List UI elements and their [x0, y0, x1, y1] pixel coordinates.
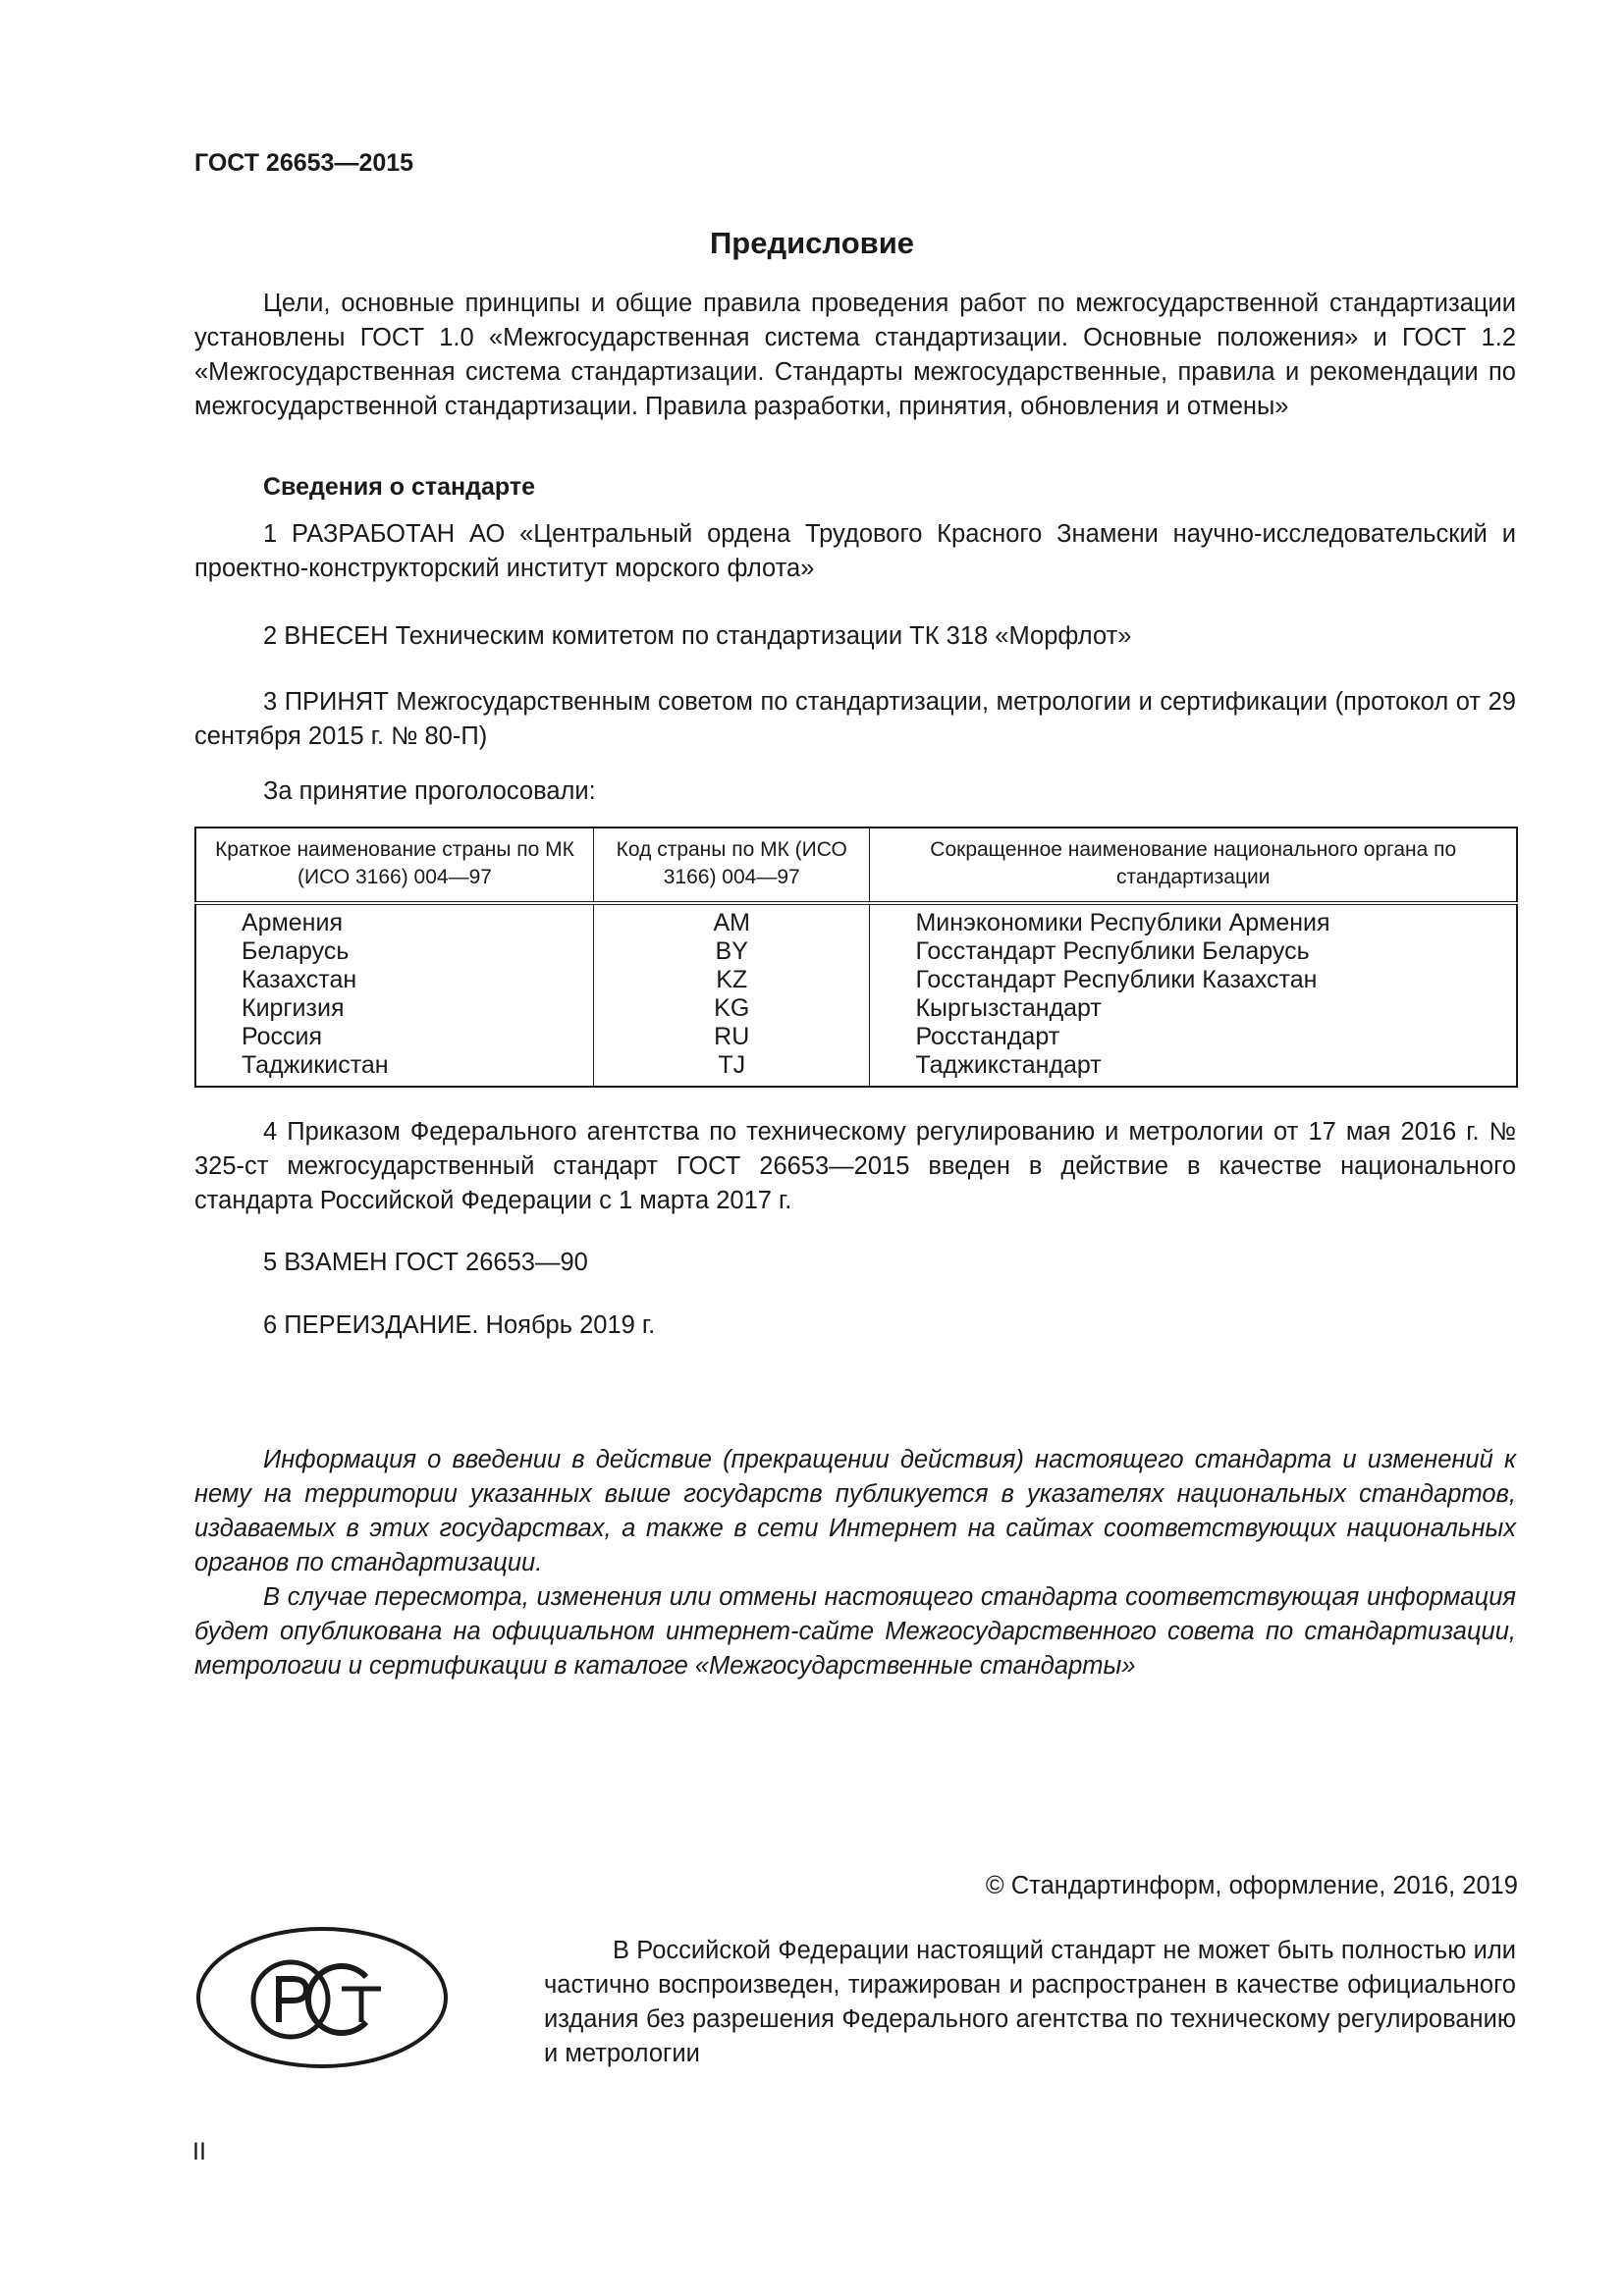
item-reissue: 6 ПЕРЕИЗДАНИЕ. Ноябрь 2019 г.	[263, 1311, 656, 1339]
country-name: Казахстан	[195, 966, 593, 994]
country-code: TJ	[593, 1051, 870, 1087]
country-name: Таджикистан	[195, 1051, 593, 1087]
standards-body: Росстандарт	[915, 1023, 1060, 1050]
table-header-row	[195, 828, 1517, 903]
table-row	[195, 1051, 1517, 1087]
table-row	[195, 903, 1517, 937]
page-title: Предисловие	[709, 226, 914, 260]
copyright-notice: © Стандартинформ, оформление, 2016, 2019	[985, 1872, 1518, 1899]
standards-body: Минэкономики Республики Армения	[915, 909, 1330, 936]
countries-table	[194, 827, 1518, 1088]
item-developed: 1 РАЗРАБОТАН АО «Центральный ордена Трудового Красного Знамени научно-исследовательский и проектно-конструкторский институт морского флота»	[194, 520, 1516, 582]
item-introduced: 2 ВНЕСЕН Техническим комитетом по стандартизации ТК 318 «Морфлот»	[263, 622, 1132, 650]
country-name: Беларусь	[195, 937, 593, 966]
page-number: II	[192, 2138, 206, 2165]
notice-paragraph-1: Информация о введении в действие (прекращении действия) настоящего стандарта и изменений к нему на территории указанных выше государств публикуется в указателях национальных стандартов, издаваемых в этих государствах, а также в сети Интернет на сайтах соответствующих национальных органов по стандартизации.	[194, 1446, 1516, 1576]
table-row	[195, 966, 1517, 994]
country-code: RU	[593, 1023, 870, 1051]
country-code: KG	[593, 994, 870, 1023]
item-replaces: 5 ВЗАМЕН ГОСТ 26653—90	[263, 1249, 588, 1276]
table-row	[195, 937, 1517, 966]
standards-body: Таджикстандарт	[915, 1051, 1102, 1079]
notice-paragraph-2: В случае пересмотра, изменения или отмены настоящего стандарта соответствующая информация будет опубликована на официальном интернет-сайте Межгосударственного совета по стандартизации, метрологии и сертификации в каталоге «Межгосударственные стандарты»	[194, 1583, 1516, 1680]
country-code: BY	[593, 937, 870, 966]
standards-body: Госстандарт Республики Казахстан	[915, 966, 1318, 993]
info-heading: Сведения о стандарте	[263, 473, 536, 501]
country-name: Россия	[195, 1023, 593, 1051]
document-code: ГОСТ 26653—2015	[194, 149, 414, 177]
legal-notice: В Российской Федерации настоящий стандарт не может быть полностью или частично воспроизведен, тиражирован и распространен в качестве официального издания без разрешения Федерального агентства по техническому регулированию и метрологии	[544, 1937, 1516, 2067]
standards-body: Кыргызстандарт	[915, 994, 1102, 1022]
header-country: Краткое наименование страны по МК (ИСО 3166) 004—97	[195, 828, 593, 903]
table-row	[195, 994, 1517, 1023]
country-code: KZ	[593, 966, 870, 994]
item-order: 4 Приказом Федерального агентства по техническому регулированию и метрологии от 17 мая 2016 г. № 325-ст межгосударственный стандарт ГОСТ 26653—2015 введен в действие в качестве национального стандарта Российской Федерации с 1 марта 2017 г.	[194, 1118, 1516, 1214]
country-name: Киргизия	[195, 994, 593, 1023]
item-adopted: 3 ПРИНЯТ Межгосударственным советом по стандартизации, метрологии и сертификации (протокол от 29 сентября 2015 г. № 80-П)	[194, 688, 1516, 750]
voted-label: За принятие проголосовали:	[263, 777, 596, 805]
table-row	[195, 1023, 1517, 1051]
rst-certification-logo	[194, 1924, 450, 2071]
header-code: Код страны по МК (ИСО 3166) 004—97	[593, 828, 870, 903]
intro-paragraph: Цели, основные принципы и общие правила проведения работ по межгосударственной стандартизации установлены ГОСТ 1.0 «Межгосударственная система стандартизации. Основные положения» и ГОСТ 1.2 «Межгосударственная система стандартизации. Стандарты межгосударственные, правила и рекомендации по межгосударственной стандартизации. Правила разработки, принятия, обновления и отмены»	[194, 290, 1516, 420]
country-code: AM	[593, 903, 870, 937]
country-name: Армения	[195, 903, 593, 937]
header-org: Сокращенное наименование национального органа по стандартизации	[870, 828, 1517, 903]
standards-body: Госстандарт Республики Беларусь	[915, 937, 1310, 965]
